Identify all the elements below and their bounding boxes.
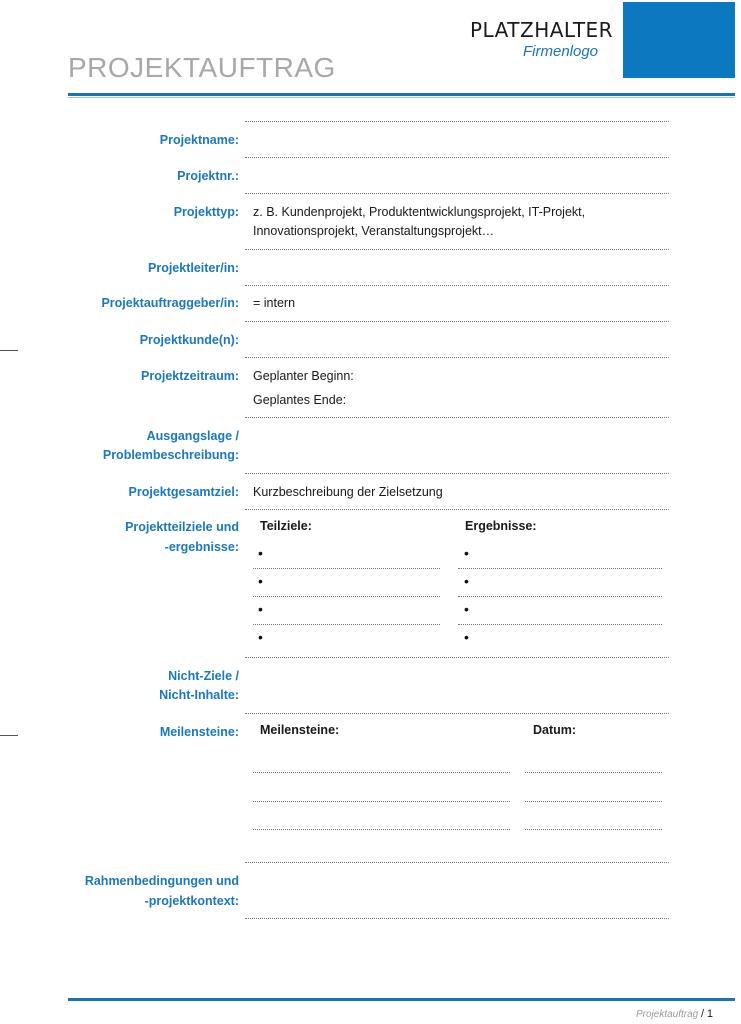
label-projektleiter: Projektleiter/in: [148,261,239,275]
ergebnis-bullet: • [464,629,469,645]
ergebnis-line[interactable] [458,596,662,597]
divider-line [245,157,669,158]
ergebnis-bullet: • [464,573,469,589]
fold-mark-bottom [0,735,18,736]
logo-placeholder-subtitle: Firmenlogo [523,43,599,60]
divider-line [245,713,669,714]
value-zeitraum-ende[interactable]: Geplantes Ende: [253,393,347,407]
label-gesamtziel: Projektgesamtziel: [128,485,239,499]
label-rahmen-line1: Rahmenbedingungen und [84,874,239,888]
label-meilensteine: Meilensteine: [159,725,239,739]
header-rule [68,93,735,96]
value-gesamtziel[interactable]: Kurzbeschreibung der Zielsetzung [253,485,443,499]
value-auftraggeber[interactable]: = intern [253,296,296,310]
value-projekttyp-line2[interactable]: Innovationsprojekt, Veranstaltungsprojekt… [253,224,495,238]
teilziele-header: Teilziele: [260,519,312,533]
value-projekttyp-line1[interactable]: z. B. Kundenprojekt, Produktentwicklungsprojekt, IT-Projekt, [253,205,586,219]
label-teilziele-line2: -ergebnisse: [164,540,239,554]
label-teilziele-line1: Projektteilziele und [125,520,239,534]
divider-line [245,862,669,863]
divider-line [245,473,669,474]
ergebnisse-header: Ergebnisse: [465,519,537,533]
page-number: 1 [706,1008,713,1020]
logo-box [623,2,735,78]
divider-line [245,193,669,194]
label-ausgangslage-line1: Ausgangslage / [146,429,239,443]
label-projekttyp: Projekttyp: [173,205,239,219]
divider-line [245,285,669,286]
datum-line[interactable] [525,829,662,830]
meilensteine-header: Meilensteine: [260,723,340,737]
divider-line [245,657,669,658]
value-zeitraum-beginn[interactable]: Geplanter Beginn: [253,369,354,383]
teilziel-line[interactable] [253,568,440,569]
ergebnis-bullet: • [464,545,469,561]
footer [636,1008,713,1020]
footer-separator: / [701,1008,705,1020]
label-kunde: Projektkunde(n): [139,333,239,347]
label-auftraggeber: Projektauftraggeber/in: [101,296,239,310]
meilenstein-line[interactable] [253,801,510,802]
meilenstein-line[interactable] [253,772,510,773]
label-rahmen-line2: -projektkontext: [144,894,239,908]
teilziel-bullet: • [258,545,263,561]
ergebnis-line[interactable] [458,624,662,625]
divider-line [245,918,669,919]
page-title: PROJEKTAUFTRAG [68,52,336,83]
divider-line [245,321,669,322]
label-ausgangslage-line2: Problembeschreibung: [102,448,239,462]
teilziel-bullet: • [258,601,263,617]
label-nichtziele-line2: Nicht-Inhalte: [159,688,239,702]
footer-rule [68,998,735,1001]
teilziel-bullet: • [258,573,263,589]
teilziel-line[interactable] [253,596,440,597]
meilenstein-line[interactable] [253,829,510,830]
divider-line [245,417,669,418]
ergebnis-bullet: • [464,601,469,617]
fold-mark-top [0,350,18,351]
teilziel-line[interactable] [253,624,440,625]
label-zeitraum: Projektzeitraum: [141,369,239,383]
teilziel-bullet: • [258,629,263,645]
label-nichtziele-line1: Nicht-Ziele / [168,669,239,683]
footer-doc-name: Projektauftrag [635,1009,699,1020]
logo-placeholder-title: PLATZHALTER [470,18,614,42]
datum-header: Datum: [533,723,577,737]
datum-line[interactable] [525,772,662,773]
datum-line[interactable] [525,801,662,802]
ergebnis-line[interactable] [458,568,662,569]
label-projektname: Projektname: [159,133,239,147]
label-projektnr: Projektnr.: [177,169,239,183]
divider-line [245,121,669,122]
header-rule-thin [68,97,735,98]
divider-line [245,357,669,358]
divider-line [245,509,669,510]
divider-line [245,249,669,250]
